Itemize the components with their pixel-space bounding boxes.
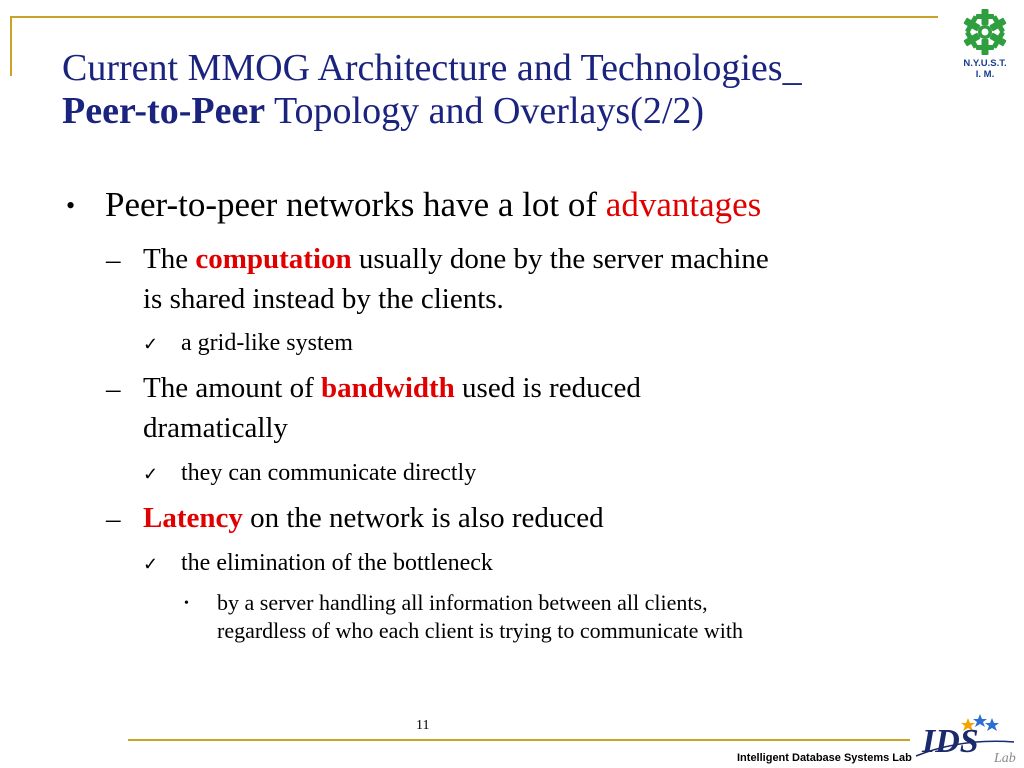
bullet-dash: – <box>106 503 121 535</box>
text-part: The <box>143 243 196 275</box>
text-part: used is reduced <box>454 372 641 404</box>
bullet-latency <box>143 501 604 536</box>
check-icon: ✓ <box>143 464 159 484</box>
highlight-latency: Latency <box>143 502 243 534</box>
lab-logo-text: IDS <box>922 723 979 760</box>
highlight-computation: computation <box>195 243 352 275</box>
text-part: usually done by the server machine <box>351 243 769 275</box>
bullet-computation-line1 <box>143 242 769 277</box>
text-part: on the network is also reduced <box>242 502 604 534</box>
bullet-bandwidth-line1 <box>143 371 641 406</box>
ids-lab-logo <box>906 708 1020 766</box>
check-icon: ✓ <box>143 554 159 574</box>
logo-text-line1: N.Y.U.S.T. <box>963 58 1007 69</box>
title-line-1: Current MMOG Architecture and Technologies_ <box>62 47 802 89</box>
bullet-computation-line2: is shared instead by the clients. <box>143 283 504 315</box>
bullet-dot: • <box>66 191 76 220</box>
bullet-small-dot: • <box>184 596 189 611</box>
title-rest-part: Topology and Overlays(2/2) <box>265 90 705 132</box>
highlight-bandwidth: bandwidth <box>320 372 455 404</box>
sub-bullet-bottleneck: the elimination of the bottleneck <box>181 550 493 576</box>
sub-bullet-grid-like: a grid-like system <box>181 330 353 356</box>
page-number: 11 <box>416 718 430 733</box>
bullet-level1-advantages <box>105 185 761 225</box>
bullet-dash: – <box>106 373 121 405</box>
bullet-bandwidth-line2: dramatically <box>143 412 288 444</box>
sub-bullet-communicate-directly: they can communicate directly <box>181 460 477 486</box>
text-part: The amount of <box>143 372 321 404</box>
sub-sub-bullet-line2: regardless of who each client is trying to communicate with <box>217 618 744 643</box>
sub-sub-bullet-line1: by a server handling all information between all clients, <box>217 590 708 615</box>
logo-text-line2: I. M. <box>975 69 995 80</box>
bullet-text: Peer-to-peer networks have a lot of <box>105 185 606 224</box>
bullet-dash: – <box>106 244 121 276</box>
title-bold-part: Peer-to-Peer <box>62 90 266 132</box>
check-icon: ✓ <box>143 334 159 354</box>
lab-logo-sub: Lab <box>994 751 1016 766</box>
highlight-advantages: advantages <box>605 185 762 224</box>
lab-name: Intelligent Database Systems Lab <box>737 752 912 764</box>
